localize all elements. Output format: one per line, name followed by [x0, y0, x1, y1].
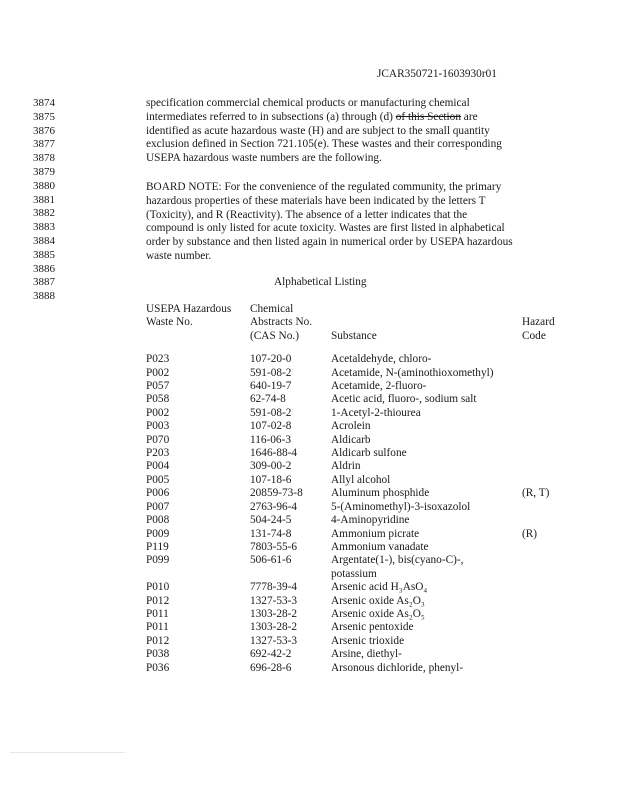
hazard-code-cell: (R) — [522, 527, 538, 540]
table-row — [146, 367, 582, 380]
substance-cell: Arsenic oxide As₂O₃ — [331, 594, 425, 607]
table-row — [146, 501, 582, 514]
line-number: 3875 — [33, 110, 55, 123]
table-header-row — [146, 303, 582, 343]
paragraph-line: compound is only listed for acute toxicity. Wastes are first listed in alphabetical — [146, 222, 505, 235]
section-title: Alphabetical Listing — [274, 276, 367, 288]
hazard-code-cell — [522, 608, 582, 621]
paragraph-line: specification commercial chemical products or manufacturing chemical — [146, 97, 470, 109]
cas-no-cell: 1327-53-3 — [250, 634, 298, 647]
paragraph-line: USEPA hazardous waste numbers are the following. — [146, 152, 382, 165]
paragraph-text: are — [460, 110, 478, 123]
hazard-code-cell — [522, 621, 582, 634]
substance-cell: Arsonous dichloride, phenyl- — [331, 661, 464, 674]
line-number: 3880 — [33, 179, 55, 192]
paragraph-line — [146, 111, 546, 125]
substance-line: potassium — [331, 567, 377, 580]
cas-no-cell: 504-24-5 — [250, 514, 292, 527]
waste-no-cell: P099 — [146, 554, 170, 567]
paragraph-line: hazardous properties of these materials have been indicated by the letters T — [146, 194, 486, 207]
line-number: 3882 — [33, 207, 55, 220]
cas-no-cell: 116-06-3 — [250, 433, 291, 446]
paragraph-text: intermediates referred to in subsections (a) through (d) — [146, 110, 396, 123]
waste-no-cell: P003 — [146, 420, 170, 433]
cas-no-cell: 62-74-8 — [250, 393, 286, 406]
table-row — [146, 393, 582, 406]
cas-no-cell: 1646-88-4 — [250, 447, 298, 460]
cas-no-cell: 107-20-0 — [250, 353, 292, 366]
hazard-code-cell: (R, T) — [522, 487, 550, 500]
waste-no-cell: P011 — [146, 621, 169, 634]
header-text: Code — [522, 329, 546, 342]
waste-no-cell: P002 — [146, 406, 170, 419]
waste-no-cell: P007 — [146, 500, 170, 513]
substance-cell: Arsenic acid H₃AsO₄ — [331, 581, 428, 594]
table-row — [146, 528, 582, 541]
footer-rule — [10, 752, 125, 753]
table-row — [146, 635, 582, 648]
table-row — [146, 595, 582, 608]
hazard-code-cell — [522, 501, 582, 514]
header-text: Chemical — [250, 303, 294, 315]
document-id: JCAR350721-1603930r01 — [377, 68, 497, 80]
substance-cell: Arsenic pentoxide — [331, 621, 414, 634]
header-text: Waste No. — [146, 316, 193, 329]
hazard-code-cell — [522, 460, 582, 473]
table-row — [146, 380, 582, 393]
waste-no-cell: P038 — [146, 648, 170, 661]
substance-cell: Acetamide, N-(aminothioxomethyl) — [331, 366, 494, 379]
waste-no-cell: P011 — [146, 607, 169, 620]
hazard-code-cell — [522, 662, 582, 675]
table-row — [146, 434, 582, 447]
cas-no-cell: 309-00-2 — [250, 460, 292, 473]
paragraph-line: (Toxicity), and R (Reactivity). The absence of a letter indicates that the — [146, 208, 468, 221]
hazard-code-cell — [522, 635, 582, 648]
substance-cell: Aldrin — [331, 460, 361, 473]
header-cas-no — [250, 303, 331, 343]
waste-no-cell: P006 — [146, 487, 170, 500]
cas-no-cell: 692-42-2 — [250, 648, 292, 661]
header-substance — [331, 303, 522, 343]
line-number: 3877 — [33, 138, 55, 151]
substance-cell: Acetaldehyde, chloro- — [331, 353, 432, 366]
waste-no-cell: P070 — [146, 433, 170, 446]
paragraph-line: order by substance and then listed again in numerical order by USEPA hazardous — [146, 236, 513, 249]
table-row — [146, 353, 582, 366]
line-number: 3879 — [33, 165, 55, 178]
table-row — [146, 662, 582, 675]
hazard-code-cell — [522, 407, 582, 420]
table-row — [146, 621, 582, 634]
paragraph-line: identified as acute hazardous waste (H) and are subject to the small quantity — [146, 124, 490, 137]
hazard-code-cell — [522, 380, 582, 393]
line-number: 3878 — [33, 152, 55, 165]
paragraph-line: exclusion defined in Section 721.105(e). These wastes and their corresponding — [146, 138, 502, 151]
header-waste-no — [146, 303, 250, 343]
waste-no-cell: P036 — [146, 661, 170, 674]
hazard-code-cell — [522, 353, 582, 366]
line-number: 3883 — [33, 221, 55, 234]
cas-no-cell: 1327-53-3 — [250, 594, 298, 607]
waste-no-cell: P057 — [146, 380, 170, 393]
line-number: 3888 — [33, 290, 55, 303]
cas-no-cell: 7803-55-6 — [250, 540, 298, 553]
cas-no-cell: 7778-39-4 — [250, 581, 298, 594]
table-row — [146, 447, 582, 460]
line-numbers — [33, 97, 73, 304]
hazard-code-cell — [522, 393, 582, 406]
header-text: (CAS No.) — [250, 329, 299, 342]
waste-no-cell: P012 — [146, 634, 170, 647]
waste-no-cell: P008 — [146, 514, 170, 527]
substance-cell: Arsine, diethyl- — [331, 648, 402, 661]
waste-no-cell: P005 — [146, 473, 170, 486]
table-row — [146, 514, 582, 527]
cas-no-cell: 1303-28-2 — [250, 607, 298, 620]
substance-cell: Aldicarb sulfone — [331, 447, 407, 460]
table-row — [146, 554, 582, 581]
substance-cell: Aluminum phosphide — [331, 487, 430, 500]
table-row — [146, 581, 582, 594]
line-number: 3884 — [33, 234, 55, 247]
hazardous-waste-table — [146, 303, 582, 675]
substance-line: Argentate(1-), bis(cyano-C)-, — [331, 554, 464, 567]
hazard-code-cell — [522, 554, 582, 581]
hazard-code-cell — [522, 434, 582, 447]
waste-no-cell: P009 — [146, 527, 170, 540]
table-row — [146, 487, 582, 500]
intro-paragraph — [146, 97, 546, 166]
table-row — [146, 460, 582, 473]
line-number: 3876 — [33, 124, 55, 137]
hazard-code-cell — [522, 648, 582, 661]
paragraph-line: waste number. — [146, 249, 212, 262]
paragraph-line: BOARD NOTE: For the convenience of the regulated community, the primary — [146, 181, 502, 193]
cas-no-cell: 591-08-2 — [250, 406, 292, 419]
substance-cell: 5-(Aminomethyl)-3-isoxazolol — [331, 500, 471, 513]
table-row — [146, 608, 582, 621]
header-hazard-code — [522, 303, 582, 343]
cas-no-cell: 20859-73-8 — [250, 487, 303, 500]
waste-no-cell: P012 — [146, 594, 170, 607]
table-row — [146, 474, 582, 487]
hazard-code-cell — [522, 581, 582, 594]
substance-cell: Aldicarb — [331, 433, 371, 446]
cas-no-cell: 107-02-8 — [250, 420, 292, 433]
header-text: Abstracts No. — [250, 316, 313, 329]
hazard-code-cell — [522, 514, 582, 527]
hazard-code-cell — [522, 420, 582, 433]
cas-no-cell: 131-74-8 — [250, 527, 292, 540]
substance-cell: Allyl alcohol — [331, 473, 391, 486]
waste-no-cell: P002 — [146, 366, 170, 379]
table-spacer — [146, 343, 582, 353]
cas-no-cell: 696-28-6 — [250, 661, 292, 674]
waste-no-cell: P203 — [146, 447, 170, 460]
table-row — [146, 407, 582, 420]
cas-no-cell: 506-61-6 — [250, 554, 292, 567]
substance-cell: Arsenic oxide As₂O₅ — [331, 607, 425, 620]
substance-cell: Acetic acid, fluoro-, sodium salt — [331, 393, 477, 406]
header-text: USEPA Hazardous — [146, 303, 232, 315]
waste-no-cell: P004 — [146, 460, 170, 473]
table-row — [146, 541, 582, 554]
waste-no-cell: P058 — [146, 393, 170, 406]
hazard-code-cell — [522, 595, 582, 608]
cas-no-cell: 591-08-2 — [250, 366, 292, 379]
line-number: 3881 — [33, 193, 55, 206]
cas-no-cell: 640-19-7 — [250, 380, 292, 393]
hazard-code-cell — [522, 541, 582, 554]
line-number: 3887 — [33, 276, 55, 289]
waste-no-cell: P010 — [146, 581, 170, 594]
waste-no-cell: P023 — [146, 353, 170, 366]
table-row — [146, 420, 582, 433]
struck-text: of this Section — [395, 110, 461, 123]
cas-no-cell: 1303-28-2 — [250, 621, 298, 634]
board-note-paragraph — [146, 181, 546, 264]
waste-no-cell: P119 — [146, 540, 169, 553]
substance-cell: Ammonium vanadate — [331, 540, 429, 553]
substance-cell: Acrolein — [331, 420, 371, 433]
line-number: 3874 — [33, 97, 55, 109]
cas-no-cell: 2763-96-4 — [250, 500, 298, 513]
table-row — [146, 648, 582, 661]
substance-cell: 4-Aminopyridine — [331, 514, 410, 527]
hazard-code-cell — [522, 447, 582, 460]
header-text: Hazard — [522, 316, 555, 329]
substance-cell: 1-Acetyl-2-thiourea — [331, 406, 421, 419]
substance-cell: Ammonium picrate — [331, 527, 420, 540]
substance-cell — [331, 554, 522, 581]
substance-cell: Acetamide, 2-fluoro- — [331, 380, 427, 393]
header-spacer — [146, 330, 250, 343]
hazard-code-cell — [522, 474, 582, 487]
line-number: 3886 — [33, 262, 55, 275]
line-number: 3885 — [33, 248, 55, 261]
cas-no-cell: 107-18-6 — [250, 473, 292, 486]
substance-cell: Arsenic trioxide — [331, 634, 405, 647]
header-text: Substance — [331, 329, 377, 342]
hazard-code-cell — [522, 367, 582, 380]
